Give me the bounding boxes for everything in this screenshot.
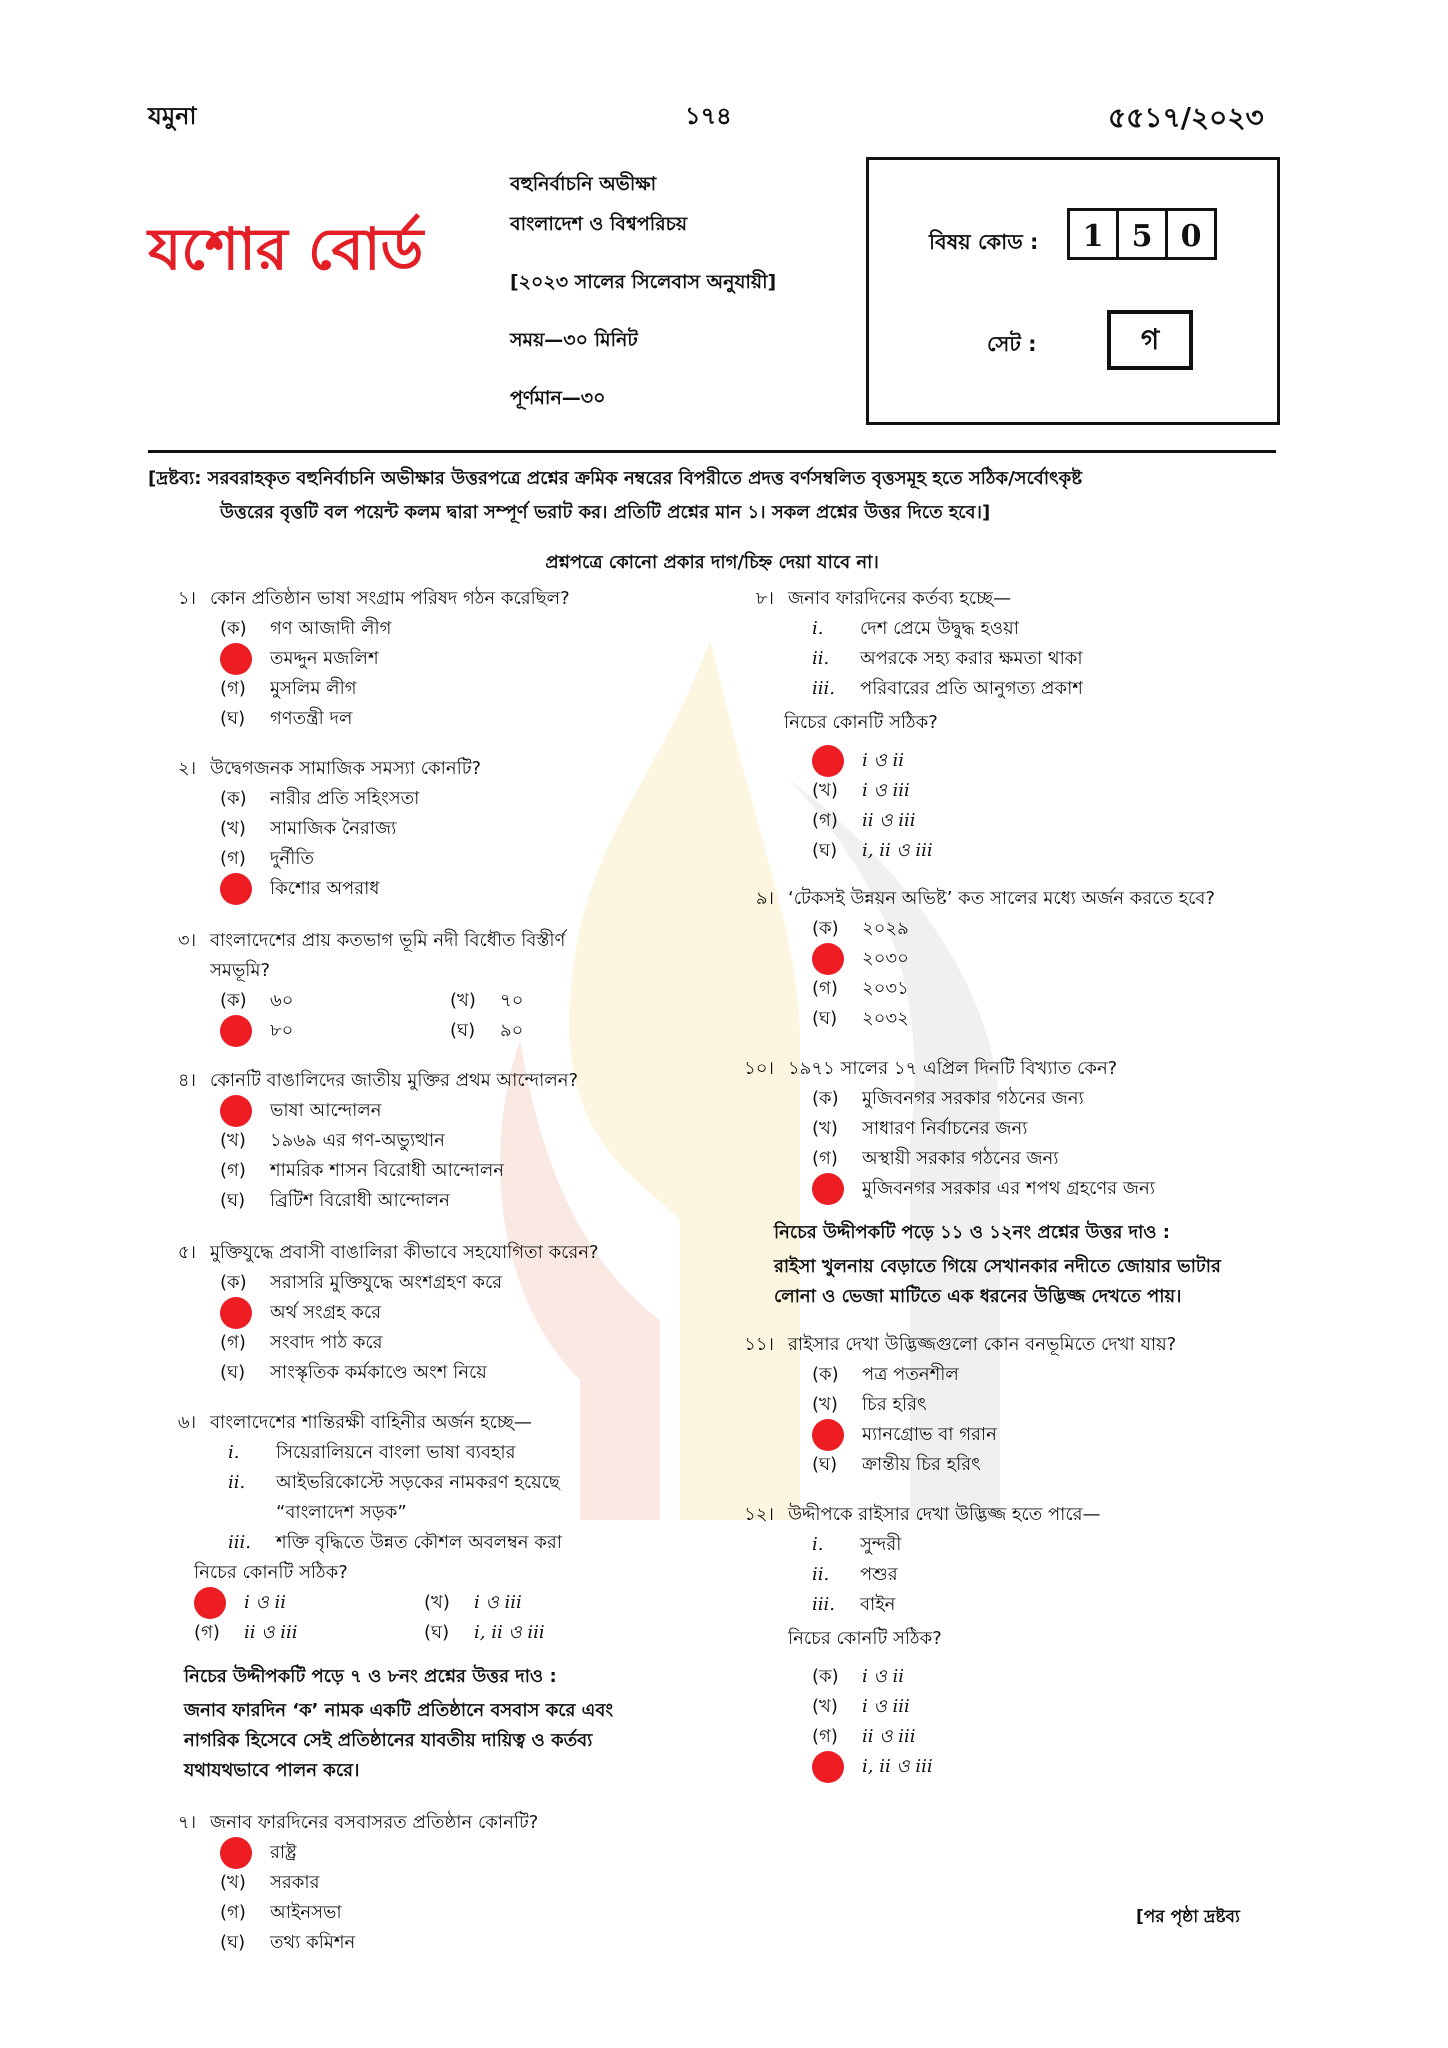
instructions-line-2: উত্তরের বৃত্তটি বল পয়েন্ট কলম দ্বারা সম্পূর্ণ ভরাট কর। প্রতিটি প্রশ্নের মান ১। সকল প্রশ্নের উত্তর দিতে হবে।]	[220, 502, 991, 523]
statement-item	[228, 1498, 708, 1528]
option	[812, 1662, 1286, 1692]
option-answered	[220, 1298, 708, 1328]
subject-code-digit: 1	[1067, 208, 1119, 260]
subject-code-label: বিষয় কোড :	[929, 230, 1039, 254]
option-text: সরাসরি মুক্তিযুদ্ধে অংশগ্রহণ করে	[270, 1272, 503, 1293]
option	[812, 1692, 1286, 1722]
option-text: নারীর প্রতি সহিংসতা	[270, 788, 420, 809]
header-divider	[148, 450, 1276, 453]
question-number: ৬।	[177, 1412, 196, 1433]
stimulus-line: নাগরিক হিসেবে সেই প্রতিষ্ঠানের যাবতীয় দায়িত্ব ও কর্তব্য	[184, 1730, 593, 1751]
exam-syllabus: [২০২৩ সালের সিলেবাস অনুযায়ী]	[510, 271, 777, 293]
question-number: ২।	[177, 758, 196, 779]
set-value: গ	[1107, 310, 1193, 370]
statement-item	[228, 1438, 708, 1468]
option-label: (খ)	[424, 1592, 450, 1613]
option-label: (গ)	[812, 1148, 838, 1169]
question-text: বাংলাদেশের শান্তিরক্ষী বাহিনীর অর্জন হচ্ছে—	[210, 1412, 532, 1433]
statement-item	[228, 1468, 708, 1498]
exam-type: বহুনির্বাচনি অভীক্ষা	[510, 173, 657, 195]
roman-numeral: ii.	[228, 1472, 246, 1493]
question-12	[726, 1500, 1286, 1782]
option-text: ৬০	[270, 990, 294, 1011]
option-text: মুজিবনগর সরকার গঠনের জন্য	[862, 1088, 1084, 1109]
option-text: তমদ্দুন মজলিশ	[270, 648, 379, 669]
question-text: বাংলাদেশের প্রায় কতভাগ ভূমি নদী বিধৌত বিস্তীর্ণ সমভূমি?	[210, 930, 566, 981]
option-label: (ঘ)	[220, 1362, 246, 1383]
option-text: i, ii ও iii	[474, 1622, 545, 1643]
question-text: মুক্তিযুদ্ধে প্রবাসী বাঙালিরা কীভাবে সহযোগিতা করেন?	[210, 1242, 599, 1263]
option-text: সাধারণ নির্বাচনের জন্য	[862, 1118, 1028, 1139]
answer-filled-circle	[812, 1173, 844, 1205]
option-text: আইনসভা	[270, 1902, 342, 1923]
roman-numeral: iii.	[812, 1594, 835, 1615]
option-text: ক্রান্তীয় চির হরিৎ	[862, 1454, 981, 1475]
statement-text: পরিবারের প্রতি আনুগত্য প্রকাশ	[860, 678, 1083, 699]
option-text: i ও iii	[862, 1696, 910, 1717]
option-text: চির হরিৎ	[862, 1394, 927, 1415]
option-text: অস্থায়ী সরকার গঠনের জন্য	[862, 1148, 1059, 1169]
question-text: ‘টেকসই উন্নয়ন অভিষ্ট’ কত সালের মধ্যে অর্জন করতে হবে?	[788, 888, 1215, 909]
statement-item	[812, 1590, 1286, 1620]
option-label: (ক)	[812, 1364, 839, 1385]
statement-text: দেশ প্রেমে উদ্বুদ্ধ হওয়া	[860, 618, 1019, 639]
option	[812, 974, 1286, 1004]
roman-numeral: i.	[812, 1534, 824, 1555]
option	[220, 1928, 708, 1958]
page-number: ১৭৪	[685, 102, 732, 130]
answer-filled-circle	[812, 943, 844, 975]
option-label: (খ)	[220, 818, 246, 839]
roman-numeral: i.	[228, 1442, 240, 1463]
option-text: ব্রিটিশ বিরোধী আন্দোলন	[270, 1190, 450, 1211]
question-number: ৭।	[177, 1812, 196, 1833]
question-8	[726, 584, 1286, 866]
option	[450, 1016, 680, 1046]
stimulus-line: জনাব ফারদিন ‘ক’ নামক একটি প্রতিষ্ঠানে বসবাস করে এবং	[184, 1700, 614, 1721]
option-text: ভাষা আন্দোলন	[270, 1100, 382, 1121]
option	[194, 1618, 424, 1648]
option	[812, 1084, 1286, 1114]
option	[220, 784, 708, 814]
option-text: ২০৩১	[862, 978, 909, 999]
option-label: (খ)	[812, 1696, 838, 1717]
option-text: গণতন্ত্রী দল	[270, 708, 353, 729]
option-label: (ক)	[220, 788, 247, 809]
no-mark-warning: প্রশ্নপত্রে কোনো প্রকার দাগ/চিহ্ন দেয়া যাবে না।	[545, 552, 879, 573]
exam-marks: পূর্ণমান—৩০	[510, 387, 606, 409]
statement-item	[812, 644, 1286, 674]
statement-item	[812, 674, 1286, 704]
option-label: (ঘ)	[812, 1454, 838, 1475]
question-text: কোন প্রতিষ্ঠান ভাষা সংগ্রাম পরিষদ গঠন করেছিল?	[210, 588, 570, 609]
option-label: (ঘ)	[424, 1622, 450, 1643]
option	[812, 1450, 1286, 1480]
option	[812, 806, 1286, 836]
exam-time: সময়—৩০ মিনিট	[510, 329, 638, 351]
question-4	[148, 1066, 708, 1216]
option	[220, 674, 708, 704]
statement-item	[812, 1560, 1286, 1590]
option	[812, 1144, 1286, 1174]
option	[220, 1186, 708, 1216]
option-label: (গ)	[220, 1160, 246, 1181]
option	[220, 1268, 708, 1298]
stimulus-7-8	[148, 1662, 708, 1786]
option	[220, 1156, 708, 1186]
exam-subject: বাংলাদেশ ও বিশ্বপরিচয়	[510, 213, 688, 235]
option	[812, 776, 1286, 806]
question-9	[726, 884, 1286, 1034]
option	[812, 1114, 1286, 1144]
roman-numeral: ii.	[812, 648, 830, 669]
option-label: (গ)	[812, 978, 838, 999]
option-text: সাংস্কৃতিক কর্মকাণ্ডে অংশ নিয়ে	[270, 1362, 487, 1383]
option-label: (গ)	[194, 1622, 220, 1643]
option-answered	[220, 1096, 708, 1126]
option-text: ১৯৬৯ এর গণ-অভ্যুত্থান	[270, 1130, 445, 1151]
statement-text: শক্তি বৃদ্ধিতে উন্নত কৌশল অবলম্বন করা	[276, 1532, 562, 1553]
question-prompt: নিচের কোনটি সঠিক?	[788, 1628, 942, 1649]
option-text: রাষ্ট্র	[270, 1842, 297, 1863]
option-label: (ক)	[812, 1666, 839, 1687]
option-label: (গ)	[220, 1902, 246, 1923]
option-label: (গ)	[812, 1726, 838, 1747]
option	[812, 1360, 1286, 1390]
instructions-line-1: [দ্রষ্টব্য: সরবরাহকৃত বহুনির্বাচনি অভীক্ষার উত্তরপত্রে প্রশ্নের ক্রমিক নম্বরের বিপরীতে প্রদত্ত বর্ণসম্বলিত বৃত্তসমূহ হতে সঠিক/সর্বোৎকৃষ্ট	[148, 468, 1083, 489]
option-label: (খ)	[812, 780, 838, 801]
option-text: মুজিবনগর সরকার এর শপথ গ্রহণের জন্য	[862, 1178, 1155, 1199]
question-number: ১।	[177, 588, 196, 609]
option-label: (গ)	[220, 848, 246, 869]
question-2	[148, 754, 708, 904]
question-prompt: নিচের কোনটি সঠিক?	[194, 1562, 348, 1583]
subject-code-digits	[1067, 208, 1214, 260]
option-text: ৭০	[500, 990, 524, 1011]
roman-numeral: iii.	[228, 1532, 251, 1553]
option-text: কিশোর অপরাধ	[270, 878, 380, 899]
option-label: (ঘ)	[220, 1932, 246, 1953]
left-column	[148, 584, 708, 1958]
option-label: (ঘ)	[220, 708, 246, 729]
question-number: ১২।	[744, 1504, 774, 1525]
statement-item	[812, 1530, 1286, 1560]
statement-text: সুন্দরী	[860, 1534, 902, 1555]
option-answered	[220, 644, 708, 674]
option-answered	[220, 874, 708, 904]
question-number: ৯।	[755, 888, 774, 909]
option-label: (ঘ)	[450, 1020, 476, 1041]
statement-item	[228, 1528, 708, 1558]
option-text: ২০৩২	[862, 1008, 909, 1029]
option-label: (ক)	[220, 990, 247, 1011]
option-text: তথ্য কমিশন	[270, 1932, 356, 1953]
statement-text: সিয়েরালিয়নে বাংলা ভাষা ব্যবহার	[276, 1442, 516, 1463]
option-text: i ও ii	[862, 1666, 904, 1687]
stimulus-title: নিচের উদ্দীপকটি পড়ে ১১ ও ১২নং প্রশ্নের উত্তর দাও :	[774, 1222, 1171, 1243]
option	[220, 986, 450, 1016]
option	[812, 914, 1286, 944]
exam-info	[510, 165, 776, 417]
option-label: (গ)	[812, 810, 838, 831]
roman-numeral: ii.	[812, 1564, 830, 1585]
option-text: গণ আজাদী লীগ	[270, 618, 392, 639]
option-text: সরকার	[270, 1872, 320, 1893]
option-label: (গ)	[220, 1332, 246, 1353]
option	[220, 1898, 708, 1928]
next-page-note: [পর পৃষ্ঠা দ্রষ্টব্য	[1136, 1907, 1240, 1927]
question-text: জনাব ফারদিনের বসবাসরত প্রতিষ্ঠান কোনটি?	[210, 1812, 539, 1833]
option-label: (খ)	[812, 1394, 838, 1415]
option	[220, 814, 708, 844]
question-5	[148, 1238, 708, 1388]
option-text: মুসলিম লীগ	[270, 678, 357, 699]
question-number: ৫।	[177, 1242, 196, 1263]
question-1	[148, 584, 708, 734]
option-text: অর্থ সংগ্রহ করে	[270, 1302, 381, 1323]
option-text: ম্যানগ্রোভ বা গরান	[862, 1424, 997, 1445]
answer-filled-circle	[220, 1837, 252, 1869]
option-answered	[812, 746, 1286, 776]
statement-text: অপরকে সহ্য করার ক্ষমতা থাকা	[860, 648, 1083, 669]
option-label: (খ)	[450, 990, 476, 1011]
stimulus-title: নিচের উদ্দীপকটি পড়ে ৭ ও ৮নং প্রশ্নের উত্তর দাও :	[184, 1666, 557, 1687]
option	[220, 844, 708, 874]
option-text: দুর্নীতি	[270, 848, 315, 869]
option-answered	[812, 944, 1286, 974]
option-text: i ও ii	[862, 750, 904, 771]
answer-filled-circle	[812, 1751, 844, 1783]
option-text: ৮০	[270, 1020, 294, 1041]
statement-text: আইভরিকোস্টে সড়কের নামকরণ হয়েছে	[276, 1472, 560, 1493]
option-text: ২০২৯	[862, 918, 909, 939]
option-text: i ও iii	[474, 1592, 522, 1613]
option-text: i, ii ও iii	[862, 1756, 933, 1777]
question-text: রাইসার দেখা উদ্ভিজ্জগুলো কোন বনভূমিতে দেখা যায়?	[788, 1334, 1177, 1355]
stimulus-line: লোনা ও ভেজা মাটিতে এক ধরনের উদ্ভিজ্জ দেখতে পায়।	[774, 1286, 1182, 1307]
header-left-label: যমুনা	[148, 102, 197, 130]
question-number: ১০।	[744, 1058, 774, 1079]
subject-code-digit: 0	[1165, 208, 1217, 260]
question-7	[148, 1808, 708, 1958]
question-3	[148, 926, 708, 1046]
option	[220, 1358, 708, 1388]
answer-filled-circle	[194, 1587, 226, 1619]
option-text: ২০৩০	[862, 948, 909, 969]
question-text: জনাব ফারদিনের কর্তব্য হচ্ছে—	[788, 588, 1012, 609]
code-set-box	[866, 157, 1280, 425]
subject-code-digit: 5	[1116, 208, 1168, 260]
option-text: সংবাদ পাঠ করে	[270, 1332, 383, 1353]
option-answered	[812, 1752, 1286, 1782]
option-text: ৯০	[500, 1020, 524, 1041]
roman-numeral: i.	[812, 618, 824, 639]
question-text: উদ্দীপকে রাইসার দেখা উদ্ভিজ্জ হতে পারে—	[788, 1504, 1101, 1525]
option	[812, 1390, 1286, 1420]
option-text: i ও iii	[862, 780, 910, 801]
option	[424, 1618, 654, 1648]
option-label: (ঘ)	[812, 1008, 838, 1029]
board-title: যশোর বোর্ড	[148, 215, 424, 283]
option	[220, 1126, 708, 1156]
answer-filled-circle	[220, 873, 252, 905]
option-label: (খ)	[220, 1872, 246, 1893]
option-label: (ক)	[812, 918, 839, 939]
question-prompt: নিচের কোনটি সঠিক?	[784, 712, 938, 733]
option-answered	[220, 1838, 708, 1868]
question-10	[726, 1054, 1286, 1204]
option-answered	[812, 1174, 1286, 1204]
option-text: ii ও iii	[862, 1726, 916, 1747]
statement-item	[812, 614, 1286, 644]
set-label: সেট :	[987, 332, 1037, 356]
question-number: ১১।	[744, 1334, 774, 1355]
option-label: (ক)	[220, 618, 247, 639]
option	[220, 704, 708, 734]
option	[812, 836, 1286, 866]
option-label: (ক)	[220, 1272, 247, 1293]
option-text: i ও ii	[244, 1592, 286, 1613]
right-column	[726, 584, 1286, 1782]
statement-text: বাইন	[860, 1594, 896, 1615]
option	[220, 614, 708, 644]
question-6	[148, 1408, 708, 1648]
instructions	[148, 462, 1278, 530]
question-number: ৩।	[177, 930, 196, 951]
paper-code: ৫৫১৭/২০২৩	[1108, 101, 1264, 134]
option	[220, 1868, 708, 1898]
option	[220, 1328, 708, 1358]
roman-numeral: iii.	[812, 678, 835, 699]
option-text: সামাজিক নৈরাজ্য	[270, 818, 397, 839]
option-text: ii ও iii	[862, 810, 916, 831]
question-text: উদ্বেগজনক সামাজিক সমস্যা কোনটি?	[210, 758, 482, 779]
question-11	[726, 1330, 1286, 1480]
answer-filled-circle	[220, 1095, 252, 1127]
option-text: ii ও iii	[244, 1622, 298, 1643]
question-text: ১৯৭১ সালের ১৭ এপ্রিল দিনটি বিখ্যাত কেন?	[788, 1058, 1118, 1079]
question-number: ৮।	[755, 588, 774, 609]
stimulus-11-12	[726, 1218, 1286, 1312]
option	[812, 1722, 1286, 1752]
option-label: (গ)	[220, 678, 246, 699]
option	[424, 1588, 654, 1618]
option-answered	[220, 1016, 450, 1046]
option-label: (ঘ)	[220, 1190, 246, 1211]
statement-text: পশুর	[860, 1564, 898, 1585]
question-text: কোনটি বাঙালিদের জাতীয় মুক্তির প্রথম আন্দোলন?	[210, 1070, 579, 1091]
option-text: i, ii ও iii	[862, 840, 933, 861]
option-text: পত্র পতনশীল	[862, 1364, 959, 1385]
question-number: ৪।	[177, 1070, 196, 1091]
answer-filled-circle	[220, 643, 252, 675]
option-answered	[812, 1420, 1286, 1450]
stimulus-line: রাইসা খুলনায় বেড়াতে গিয়ে সেখানকার নদীতে জোয়ার ভাটার	[774, 1256, 1221, 1277]
answer-filled-circle	[812, 1419, 844, 1451]
option	[450, 986, 680, 1016]
option-label: (ক)	[812, 1088, 839, 1109]
option-answered	[194, 1588, 424, 1618]
answer-filled-circle	[220, 1015, 252, 1047]
statement-text: “বাংলাদেশ সড়ক”	[276, 1502, 407, 1523]
answer-filled-circle	[220, 1297, 252, 1329]
option-text: শামরিক শাসন বিরোধী আন্দোলন	[270, 1160, 504, 1181]
answer-filled-circle	[812, 745, 844, 777]
option-label: (ঘ)	[812, 840, 838, 861]
option	[812, 1004, 1286, 1034]
option-label: (খ)	[812, 1118, 838, 1139]
stimulus-line: যথাযথভাবে পালন করে।	[184, 1760, 360, 1781]
option-label: (খ)	[220, 1130, 246, 1151]
